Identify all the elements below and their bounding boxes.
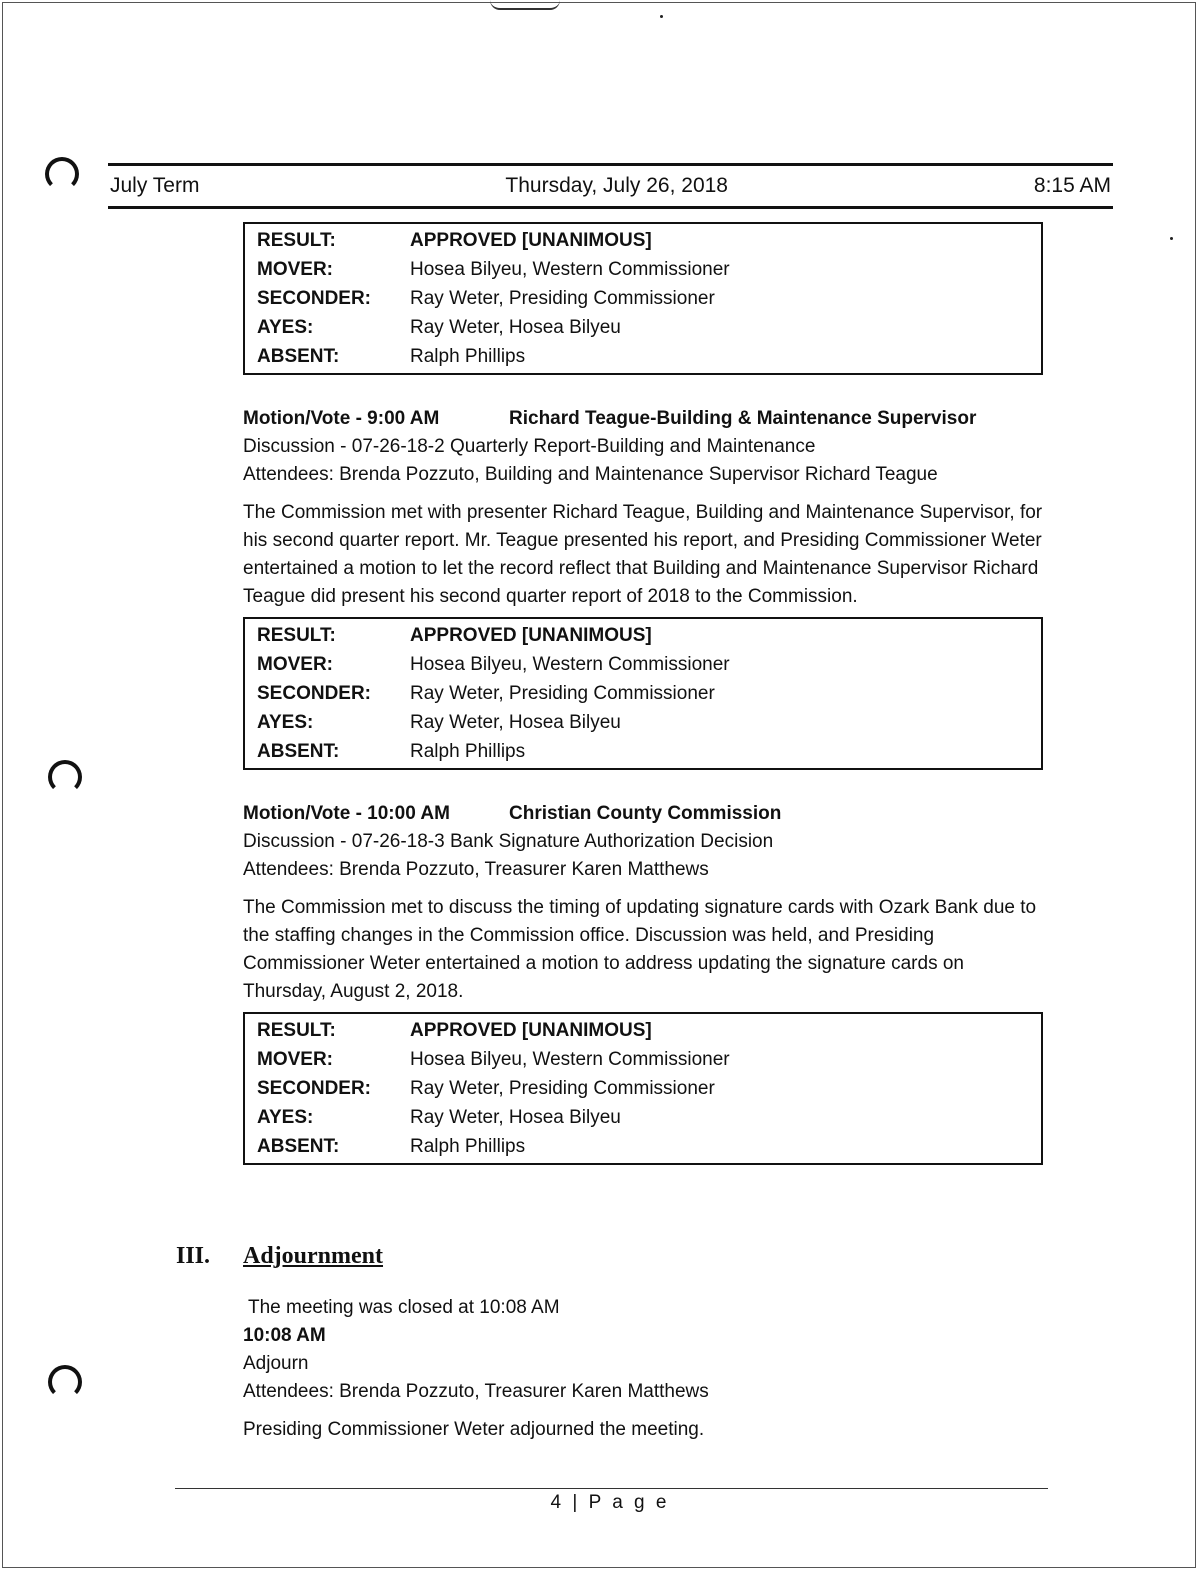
- scan-speck: [1170, 237, 1173, 240]
- vote-row-seconder: [257, 679, 1029, 708]
- meeting-date: Thursday, July 26, 2018: [505, 174, 728, 197]
- vote-table: [243, 222, 1043, 375]
- footer-divider: [175, 1488, 1048, 1489]
- vote-table: [243, 617, 1043, 770]
- vote-row-result: [257, 621, 1029, 650]
- vote-row-result: [257, 1016, 1029, 1045]
- motion-attendees: Attendees: Brenda Pozzuto, Treasurer Karen Matthews: [243, 859, 709, 880]
- vote-label: MOVER:: [257, 1048, 333, 1070]
- vote-value: Hosea Bilyeu, Western Commissioner: [410, 1048, 730, 1070]
- vote-row-ayes: [257, 1103, 1029, 1132]
- vote-row-mover: [257, 650, 1029, 679]
- section-title: Adjournment: [243, 1243, 384, 1269]
- vote-table: [243, 1012, 1043, 1165]
- vote-row-absent: [257, 342, 1029, 371]
- motion-heading: [243, 800, 1043, 828]
- scan-edge-mark: [490, 0, 560, 10]
- motion-title: Christian County Commission: [509, 803, 782, 824]
- vote-value: Ralph Phillips: [410, 740, 526, 762]
- motion-attendees: Attendees: Brenda Pozzuto, Building and Maintenance Supervisor Richard Teague: [243, 464, 938, 485]
- vote-value: Ralph Phillips: [410, 345, 526, 367]
- vote-value: Ray Weter, Presiding Commissioner: [410, 287, 715, 309]
- hole-punch-mark: [45, 157, 79, 191]
- vote-row-result: [257, 226, 1029, 255]
- vote-row-seconder: [257, 284, 1029, 313]
- vote-label: AYES:: [257, 1106, 314, 1128]
- page-number: 4 | P a g e: [550, 1492, 670, 1513]
- vote-value: Hosea Bilyeu, Western Commissioner: [410, 258, 730, 280]
- motion-item: [243, 405, 1043, 770]
- vote-value: Ray Weter, Presiding Commissioner: [410, 682, 715, 704]
- motion-time: Motion/Vote - 9:00 AM: [243, 408, 440, 429]
- vote-label: AYES:: [257, 711, 314, 733]
- vote-label: ABSENT:: [257, 1135, 340, 1157]
- vote-row-mover: [257, 1045, 1029, 1074]
- page-header: [108, 163, 1113, 209]
- vote-value: APPROVED [UNANIMOUS]: [410, 1019, 652, 1041]
- motion-title: Richard Teague-Building & Maintenance Supervisor: [509, 408, 977, 429]
- vote-label: SECONDER:: [257, 1077, 372, 1099]
- term-label: July Term: [110, 174, 200, 197]
- vote-value: Hosea Bilyeu, Western Commissioner: [410, 653, 730, 675]
- motion-paragraph: The Commission met to discuss the timing of updating signature cards with Ozark Bank due to the staffing changes in the Commission office. Discussion was held, and Presiding Commissioner Weter entertained a motion to address updating the signature cards on Thursday, August 2, 2018.: [243, 897, 1037, 1002]
- motion-item: [243, 800, 1043, 1165]
- vote-value: Ray Weter, Hosea Bilyeu: [410, 1106, 621, 1128]
- section-number: III.: [176, 1243, 211, 1269]
- vote-value: Ralph Phillips: [410, 1135, 526, 1157]
- vote-row-absent: [257, 1132, 1029, 1161]
- closed-statement: The meeting was closed at 10:08 AM: [248, 1297, 560, 1318]
- vote-label: AYES:: [257, 316, 314, 338]
- vote-value: Ray Weter, Presiding Commissioner: [410, 1077, 715, 1099]
- vote-row-mover: [257, 255, 1029, 284]
- vote-value: APPROVED [UNANIMOUS]: [410, 624, 652, 646]
- vote-row-ayes: [257, 313, 1029, 342]
- vote-value: Ray Weter, Hosea Bilyeu: [410, 316, 621, 338]
- scan-speck: [660, 15, 663, 18]
- vote-label: MOVER:: [257, 258, 333, 280]
- vote-row-ayes: [257, 708, 1029, 737]
- motion-discussion: Discussion - 07-26-18-2 Quarterly Report-Building and Maintenance: [243, 436, 816, 457]
- adjourn-closing: Presiding Commissioner Weter adjourned the meeting.: [243, 1419, 705, 1440]
- minutes-content: [243, 222, 1043, 1165]
- vote-row-absent: [257, 737, 1029, 766]
- adjourn-time: 10:08 AM: [243, 1325, 326, 1346]
- vote-row-seconder: [257, 1074, 1029, 1103]
- motion-heading: [243, 405, 1043, 433]
- section-heading: [176, 1243, 383, 1270]
- hole-punch-mark: [48, 760, 82, 794]
- motion-discussion: Discussion - 07-26-18-3 Bank Signature Authorization Decision: [243, 831, 774, 852]
- motion-time: Motion/Vote - 10:00 AM: [243, 803, 450, 824]
- motion-paragraph: The Commission met with presenter Richard Teague, Building and Maintenance Supervisor, for his second quarter report. Mr. Teague presented his report, and Presiding Commissioner Weter entertained a motion to let the record reflect that Building and Maintenance Supervisor Richard Teague did present his second quarter report of 2018 to the Commission.: [243, 502, 1043, 607]
- vote-value: Ray Weter, Hosea Bilyeu: [410, 711, 621, 733]
- vote-label: ABSENT:: [257, 345, 340, 367]
- adjourn-item: Adjourn: [243, 1353, 309, 1374]
- vote-label: SECONDER:: [257, 287, 372, 309]
- vote-label: RESULT:: [257, 229, 336, 251]
- hole-punch-mark: [48, 1365, 82, 1399]
- vote-label: SECONDER:: [257, 682, 372, 704]
- vote-label: RESULT:: [257, 624, 336, 646]
- vote-label: ABSENT:: [257, 740, 340, 762]
- vote-label: MOVER:: [257, 653, 333, 675]
- vote-label: RESULT:: [257, 1019, 336, 1041]
- adjournment-block: [243, 1294, 1043, 1444]
- vote-value: APPROVED [UNANIMOUS]: [410, 229, 652, 251]
- meeting-time: 8:15 AM: [1033, 174, 1111, 197]
- adjourn-attendees: Attendees: Brenda Pozzuto, Treasurer Karen Matthews: [243, 1381, 709, 1402]
